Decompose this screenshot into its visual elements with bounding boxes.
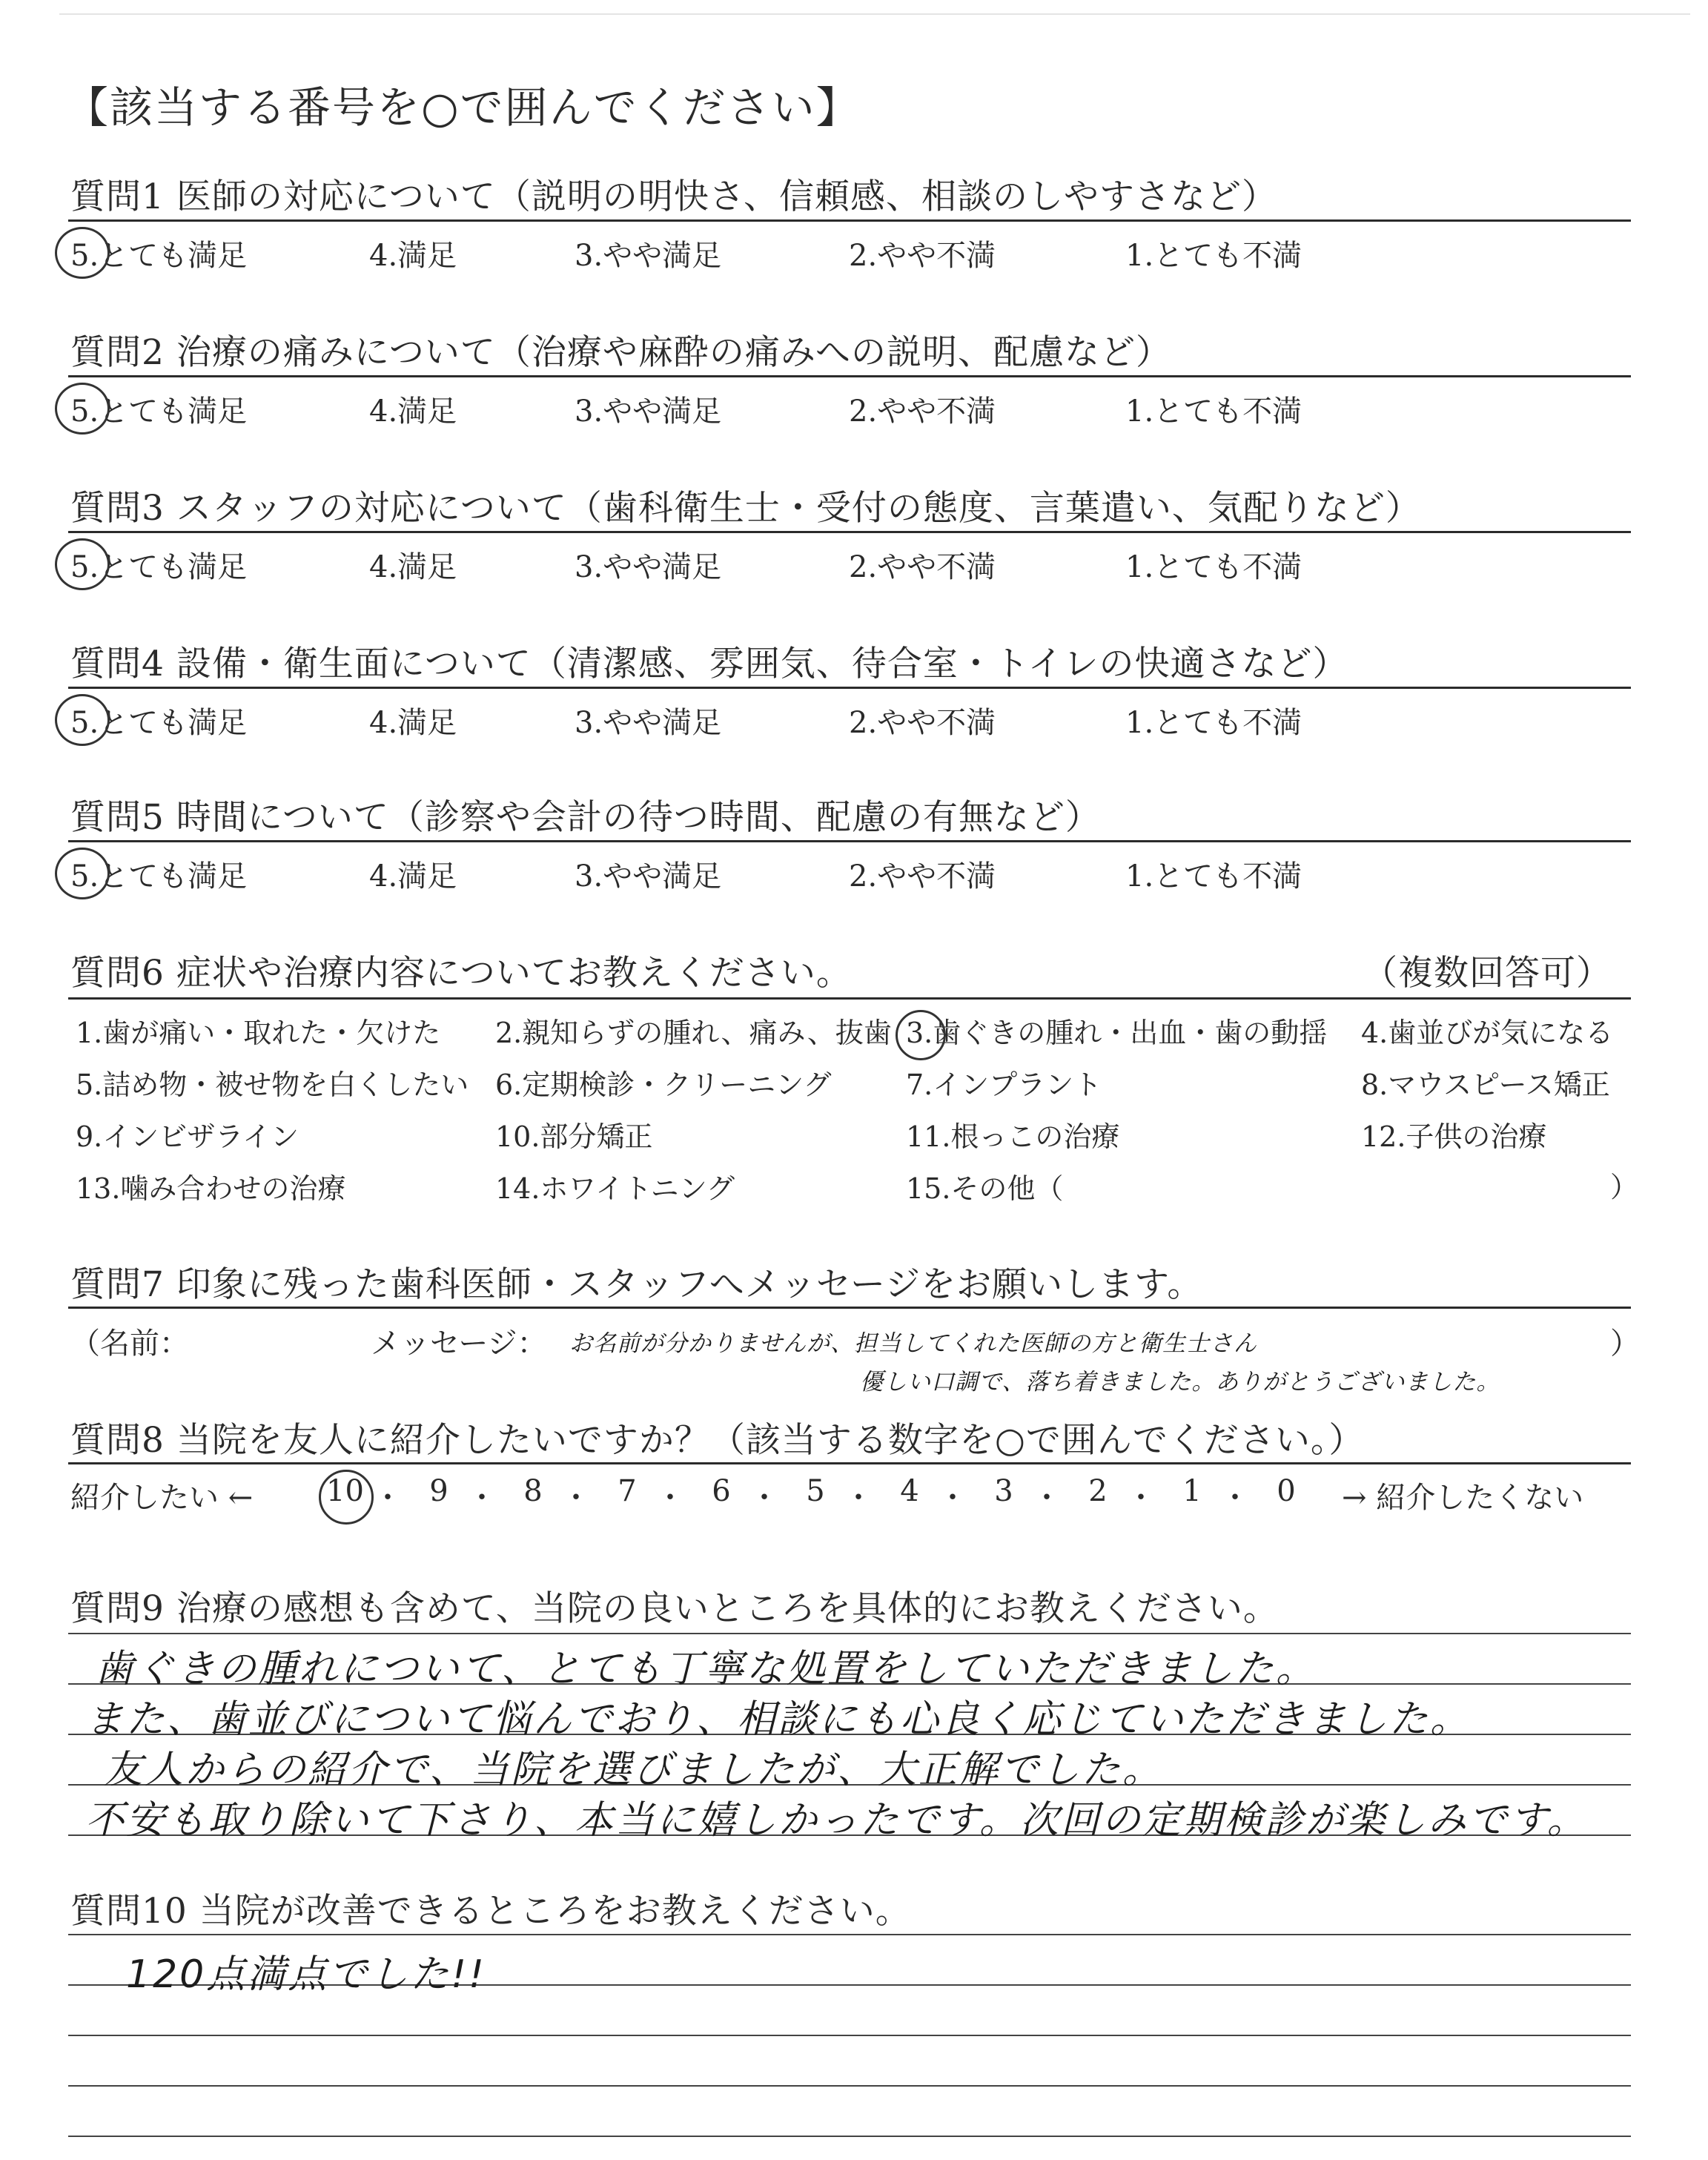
rating-option[interactable]: 2.やや不満 xyxy=(849,394,996,429)
rating-option[interactable]: 5.とても満足 xyxy=(70,550,248,584)
q10-answer-line: 120点満点でした!! xyxy=(126,1952,486,1997)
rating-option[interactable]: 4.満足 xyxy=(369,706,457,740)
rating-option[interactable]: 1.とても不満 xyxy=(1125,859,1302,894)
q8-scale-dot: ・ xyxy=(373,1481,403,1515)
rating-selected-circle xyxy=(55,538,110,590)
rating-selected-circle xyxy=(55,227,110,279)
rating-option[interactable]: 1.とても不満 xyxy=(1125,394,1302,429)
q8-scale-value[interactable]: 3 xyxy=(994,1474,1013,1508)
q8-scale-dot: ・ xyxy=(844,1481,873,1515)
q6-option[interactable]: 9.インビザライン xyxy=(76,1120,299,1153)
q6-option[interactable]: 2.親知らずの腫れ、痛み、抜歯 xyxy=(495,1017,892,1049)
rating-option[interactable]: 2.やや不満 xyxy=(849,859,996,894)
rating-option[interactable]: 3.やや満足 xyxy=(575,706,722,740)
question-rule xyxy=(68,531,1631,533)
q8-scale-value[interactable]: 9 xyxy=(429,1474,448,1508)
q9-answer-line: 友人からの紹介で、当院を選びましたが、大正解でした。 xyxy=(104,1748,1163,1792)
q8-scale-dot: ・ xyxy=(1032,1481,1062,1515)
question-rule xyxy=(68,840,1631,842)
rating-option[interactable]: 4.満足 xyxy=(369,394,457,429)
form-instruction: 【該当する番号を○で囲んでください】 xyxy=(65,82,861,133)
rating-selected-circle xyxy=(55,848,110,899)
rating-option[interactable]: 3.やや満足 xyxy=(575,394,722,429)
q6-option[interactable]: 4.歯並びが気になる xyxy=(1361,1017,1614,1049)
q8-scale-dot: ・ xyxy=(655,1481,685,1515)
question-rule xyxy=(68,687,1631,689)
q6-option[interactable]: 11.根っこの治療 xyxy=(906,1120,1120,1153)
q6-option[interactable]: 1.歯が痛い・取れた・欠けた xyxy=(76,1017,441,1049)
q8-scale-value[interactable]: 6 xyxy=(712,1474,731,1508)
q6-option[interactable]: 14.ホワイトニング xyxy=(495,1172,735,1205)
q6-label: 質問6 症状や治療内容についてお教えください。 xyxy=(70,953,852,994)
q6-option[interactable]: 7.インプラント xyxy=(906,1069,1102,1101)
q8-scale-dot: ・ xyxy=(467,1481,497,1515)
question-rule xyxy=(68,375,1631,377)
rating-option[interactable]: 1.とても不満 xyxy=(1125,239,1302,273)
q8-scale-value[interactable]: 1 xyxy=(1182,1474,1202,1508)
rating-option[interactable]: 1.とても不満 xyxy=(1125,706,1302,740)
q7-close: ） xyxy=(1610,1327,1640,1361)
q10-rule-3 xyxy=(68,2085,1631,2087)
q8-scale-value[interactable]: 0 xyxy=(1277,1474,1296,1508)
q10-rule-0 xyxy=(68,1934,1631,1935)
q7-message-line1: お名前が分かりませんが、担当してくれた医師の方と衛生士さん xyxy=(569,1330,1257,1357)
q6-selected-circle xyxy=(896,1010,946,1060)
rating-option[interactable]: 2.やや不満 xyxy=(849,706,996,740)
q8-scale-value[interactable]: 7 xyxy=(618,1474,637,1508)
q6-option[interactable]: 10.部分矯正 xyxy=(495,1120,653,1153)
rating-option[interactable]: 4.満足 xyxy=(369,550,457,584)
q8-rule xyxy=(68,1462,1631,1464)
rating-option[interactable]: 3.やや満足 xyxy=(575,859,722,894)
q10-label: 質問10 当院が改善できるところをお教えください。 xyxy=(70,1891,911,1932)
q10-rule-2 xyxy=(68,2035,1631,2036)
q8-scale-value[interactable]: 4 xyxy=(900,1474,919,1508)
q9-answer-line: 不安も取り除いて下さり、本当に嬉しかったです。次回の定期検診が楽しみです。 xyxy=(85,1798,1588,1843)
rating-option[interactable]: 3.やや満足 xyxy=(575,239,722,273)
q6-option[interactable]: 8.マウスピース矯正 xyxy=(1361,1069,1610,1101)
q8-scale-dot: ・ xyxy=(938,1481,967,1515)
q6-option[interactable]: 15.その他（ xyxy=(906,1172,1064,1205)
q8-scale-dot: ・ xyxy=(561,1481,591,1515)
question-label: 質問3 スタッフの対応について（歯科衛生士・受付の態度、言葉遣い、気配りなど） xyxy=(70,488,1421,529)
rating-option[interactable]: 2.やや不満 xyxy=(849,239,996,273)
question-label: 質問5 時間について（診察や会計の待つ時間、配慮の有無など） xyxy=(70,797,1101,838)
q8-scale-dot: ・ xyxy=(1126,1481,1156,1515)
question-label: 質問4 設備・衛生面について（清潔感、雰囲気、待合室・トイレの快適さなど） xyxy=(70,644,1348,684)
q8-scale-value[interactable]: 8 xyxy=(523,1474,543,1508)
rating-option[interactable]: 4.満足 xyxy=(369,859,457,894)
q8-left-label: 紹介したい ← xyxy=(70,1481,254,1515)
q7-name-label: （名前： xyxy=(70,1327,189,1361)
q7-rule xyxy=(68,1307,1631,1309)
q6-option[interactable]: 6.定期検診・クリーニング xyxy=(495,1069,832,1101)
q8-right-label: → 紹介したくない xyxy=(1342,1481,1584,1515)
q8-scale-value[interactable]: 10 xyxy=(326,1474,364,1508)
q10-rule-4 xyxy=(68,2136,1631,2137)
rating-option[interactable]: 3.やや満足 xyxy=(575,550,722,584)
q8-selected-circle xyxy=(319,1470,374,1525)
q8-scale-dot: ・ xyxy=(1220,1481,1250,1515)
question-label: 質問1 医師の対応について（説明の明快さ、信頼感、相談のしやすさなど） xyxy=(70,176,1278,217)
q8-scale-dot: ・ xyxy=(749,1481,779,1515)
q9-answer-line: 歯ぐきの腫れについて、とても丁寧な処置をしていただきました。 xyxy=(95,1647,1317,1691)
rating-selected-circle xyxy=(55,383,110,435)
q6-note: （複数回答可） xyxy=(1363,953,1612,994)
q9-label: 質問9 治療の感想も含めて、当院の良いところを具体的にお教えください。 xyxy=(70,1588,1279,1629)
rating-option[interactable]: 5.とても満足 xyxy=(70,239,248,273)
scan-top-edge xyxy=(59,13,1690,15)
rating-option[interactable]: 2.やや不満 xyxy=(849,550,996,584)
q6-option[interactable]: 3.歯ぐきの腫れ・出血・歯の動揺 xyxy=(906,1017,1328,1049)
q7-message-line2: 優しい口調で、落ち着きました。ありがとうございました。 xyxy=(860,1369,1500,1396)
q7-label: 質問7 印象に残った歯科医師・スタッフへメッセージをお願いします。 xyxy=(70,1264,1203,1305)
q6-option[interactable]: 5.詰め物・被せ物を白くしたい xyxy=(76,1069,469,1101)
q8-scale-value[interactable]: 2 xyxy=(1088,1474,1108,1508)
q6-option[interactable]: 13.噛み合わせの治療 xyxy=(76,1172,346,1205)
rating-option[interactable]: 5.とても満足 xyxy=(70,394,248,429)
q8-label: 質問8 当院を友人に紹介したいですか？（該当する数字を○で囲んでください。） xyxy=(70,1420,1365,1461)
rating-option[interactable]: 4.満足 xyxy=(369,239,457,273)
q8-scale-value[interactable]: 5 xyxy=(806,1474,825,1508)
q9-answer-line: また、歯並びについて悩んでおり、相談にも心良く応じていただきました。 xyxy=(85,1697,1471,1742)
q6-rule xyxy=(68,997,1631,1000)
q9-rule-0 xyxy=(68,1633,1631,1634)
rating-option[interactable]: 5.とても満足 xyxy=(70,859,248,894)
rating-selected-circle xyxy=(55,694,110,746)
rating-option[interactable]: 5.とても満足 xyxy=(70,706,248,740)
q6-other-close: ） xyxy=(1610,1171,1639,1203)
question-label: 質問2 治療の痛みについて（治療や麻酔の痛みへの説明、配慮など） xyxy=(70,332,1171,373)
q6-option[interactable]: 12.子供の治療 xyxy=(1361,1120,1547,1153)
question-rule xyxy=(68,219,1631,222)
rating-option[interactable]: 1.とても不満 xyxy=(1125,550,1302,584)
q7-message-label: メッセージ： xyxy=(371,1327,547,1361)
